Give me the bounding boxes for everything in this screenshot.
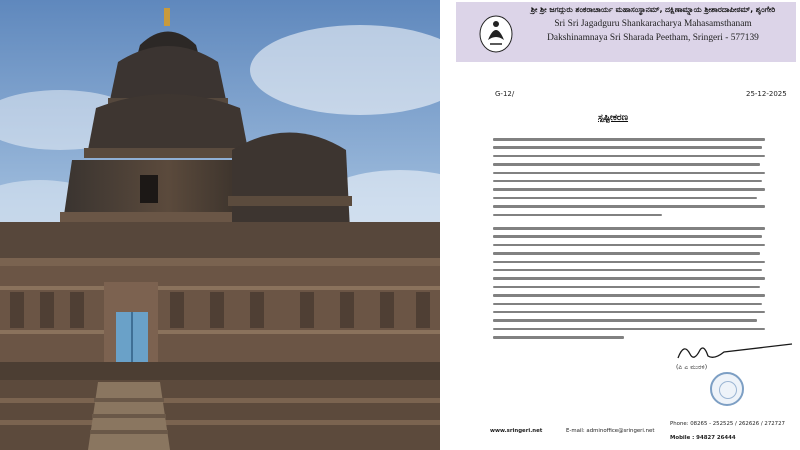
handwritten-signature bbox=[674, 340, 794, 366]
letterhead-band bbox=[456, 2, 796, 62]
letterhead-name: Sri Sri Jagadguru Shankaracharya Mahasamsthanam bbox=[554, 19, 752, 29]
letterhead-address: Dakshinamnaya Sri Sharada Peetham, Sringeri - 577139 bbox=[547, 33, 759, 43]
footer-email: E-mail: adminoffice@sringeri.net bbox=[566, 428, 655, 434]
letterhead-kannada-title: ಶ್ರೀ ಶ್ರೀ ಜಗದ್ಗುರು ಶಂಕರಾಚಾರ್ಯ ಮಹಾಸಂಸ್ಥಾನಮ್, ದಕ್ಷಿಣಾಮ್ನಾಯ ಶ್ರೀಶಾರದಾಪೀಠಮ್, ಶೃಂಗೇರಿ bbox=[530, 5, 776, 14]
peetham-seal-icon bbox=[710, 372, 744, 406]
footer-phone: Phone: 08265 - 252525 / 262626 / 272727 bbox=[670, 421, 785, 427]
peacock-emblem-icon bbox=[476, 10, 516, 54]
letter-title: ಸ್ಪಷ್ಟೀಕರಣ bbox=[598, 113, 629, 123]
signatory-name: (ಪಿ ಎ ಮುರಳಿ) bbox=[676, 364, 708, 371]
footer-website: www.sringeri.net bbox=[490, 428, 543, 434]
clarification-letter bbox=[448, 0, 800, 450]
letter-date: 25-12-2025 bbox=[746, 90, 787, 98]
temple-body bbox=[0, 222, 440, 450]
body-paragraph-2 bbox=[493, 227, 765, 344]
reference-number: G-12/ bbox=[495, 90, 515, 98]
footer-mobile: Mobile : 94827 26444 bbox=[670, 435, 736, 441]
body-paragraph-1 bbox=[493, 138, 765, 222]
